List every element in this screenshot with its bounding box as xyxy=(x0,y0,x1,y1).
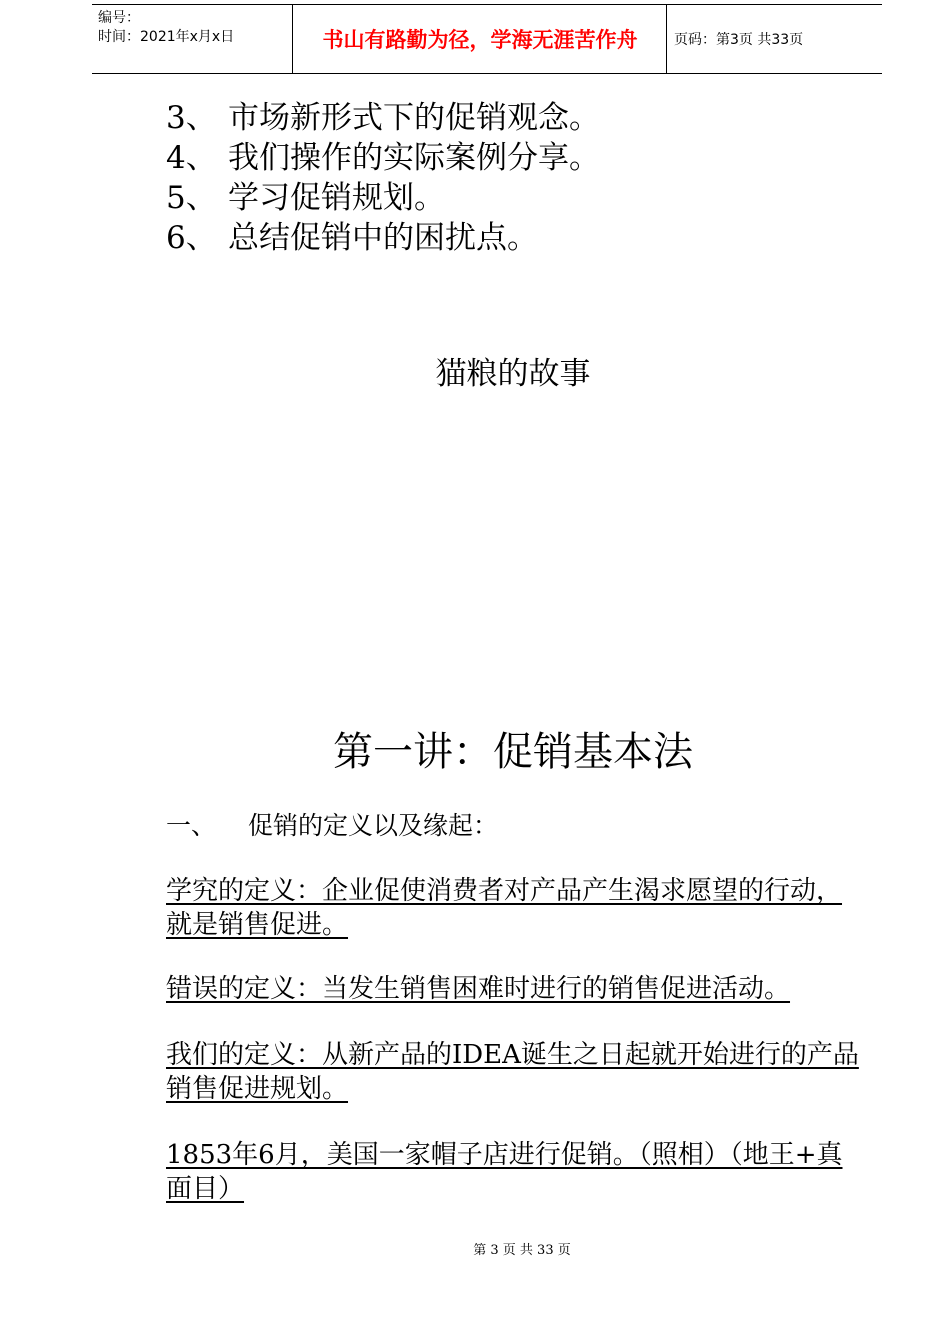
list-item-number: 6、 xyxy=(166,220,217,256)
list-item xyxy=(166,178,600,218)
list-item-text: 我们操作的实际案例分享。 xyxy=(228,140,600,176)
section-text: 促销的定义以及缘起： xyxy=(248,811,499,840)
header-divider xyxy=(292,5,293,73)
list-item xyxy=(166,98,600,138)
lecture-title: 第一讲：促销基本法 xyxy=(333,729,693,775)
list-item xyxy=(166,218,600,258)
list-item-text: 总结促销中的困扰点。 xyxy=(228,220,538,256)
paragraph-our-definition: 我们的定义：从新产品的IDEA诞生之日起就开始进行的产品销售促进规划。 xyxy=(166,1040,859,1104)
header-motto: 书山有路勤为径，学海无涯苦作舟 xyxy=(322,28,638,52)
number-label: 编号： xyxy=(98,10,140,26)
story-title: 猫粮的故事 xyxy=(435,356,591,392)
list-item-number: 3、 xyxy=(166,100,217,136)
paragraph-wrong-definition: 错误的定义：当发生销售困难时进行的销售促进活动。 xyxy=(166,974,791,1004)
list-item-text: 市场新形式下的促销观念。 xyxy=(228,100,600,136)
section-heading xyxy=(166,806,498,842)
header-page-info: 页码：第3页 共33页 xyxy=(674,32,804,48)
paragraph-academic-definition: 学究的定义：企业促使消费者对产品产生渴求愿望的行动，就是销售促进。 xyxy=(166,876,843,940)
page-footer: 第 3 页 共 33 页 xyxy=(473,1243,571,1258)
outline-list xyxy=(166,98,600,258)
list-item-number: 5、 xyxy=(166,180,217,216)
header-divider xyxy=(666,5,667,73)
list-item-text: 学习促销规划。 xyxy=(228,180,445,216)
paragraph-history: 1853年6月，美国一家帽子店进行促销。（照相）（地王+真面目） xyxy=(166,1140,843,1204)
list-item-number: 4、 xyxy=(166,140,217,176)
header-meta xyxy=(98,9,292,47)
section-number: 一、 xyxy=(166,811,217,840)
time-label: 时间：2021年x月x日 xyxy=(98,29,235,45)
document-header xyxy=(92,4,882,74)
list-item xyxy=(166,138,600,178)
